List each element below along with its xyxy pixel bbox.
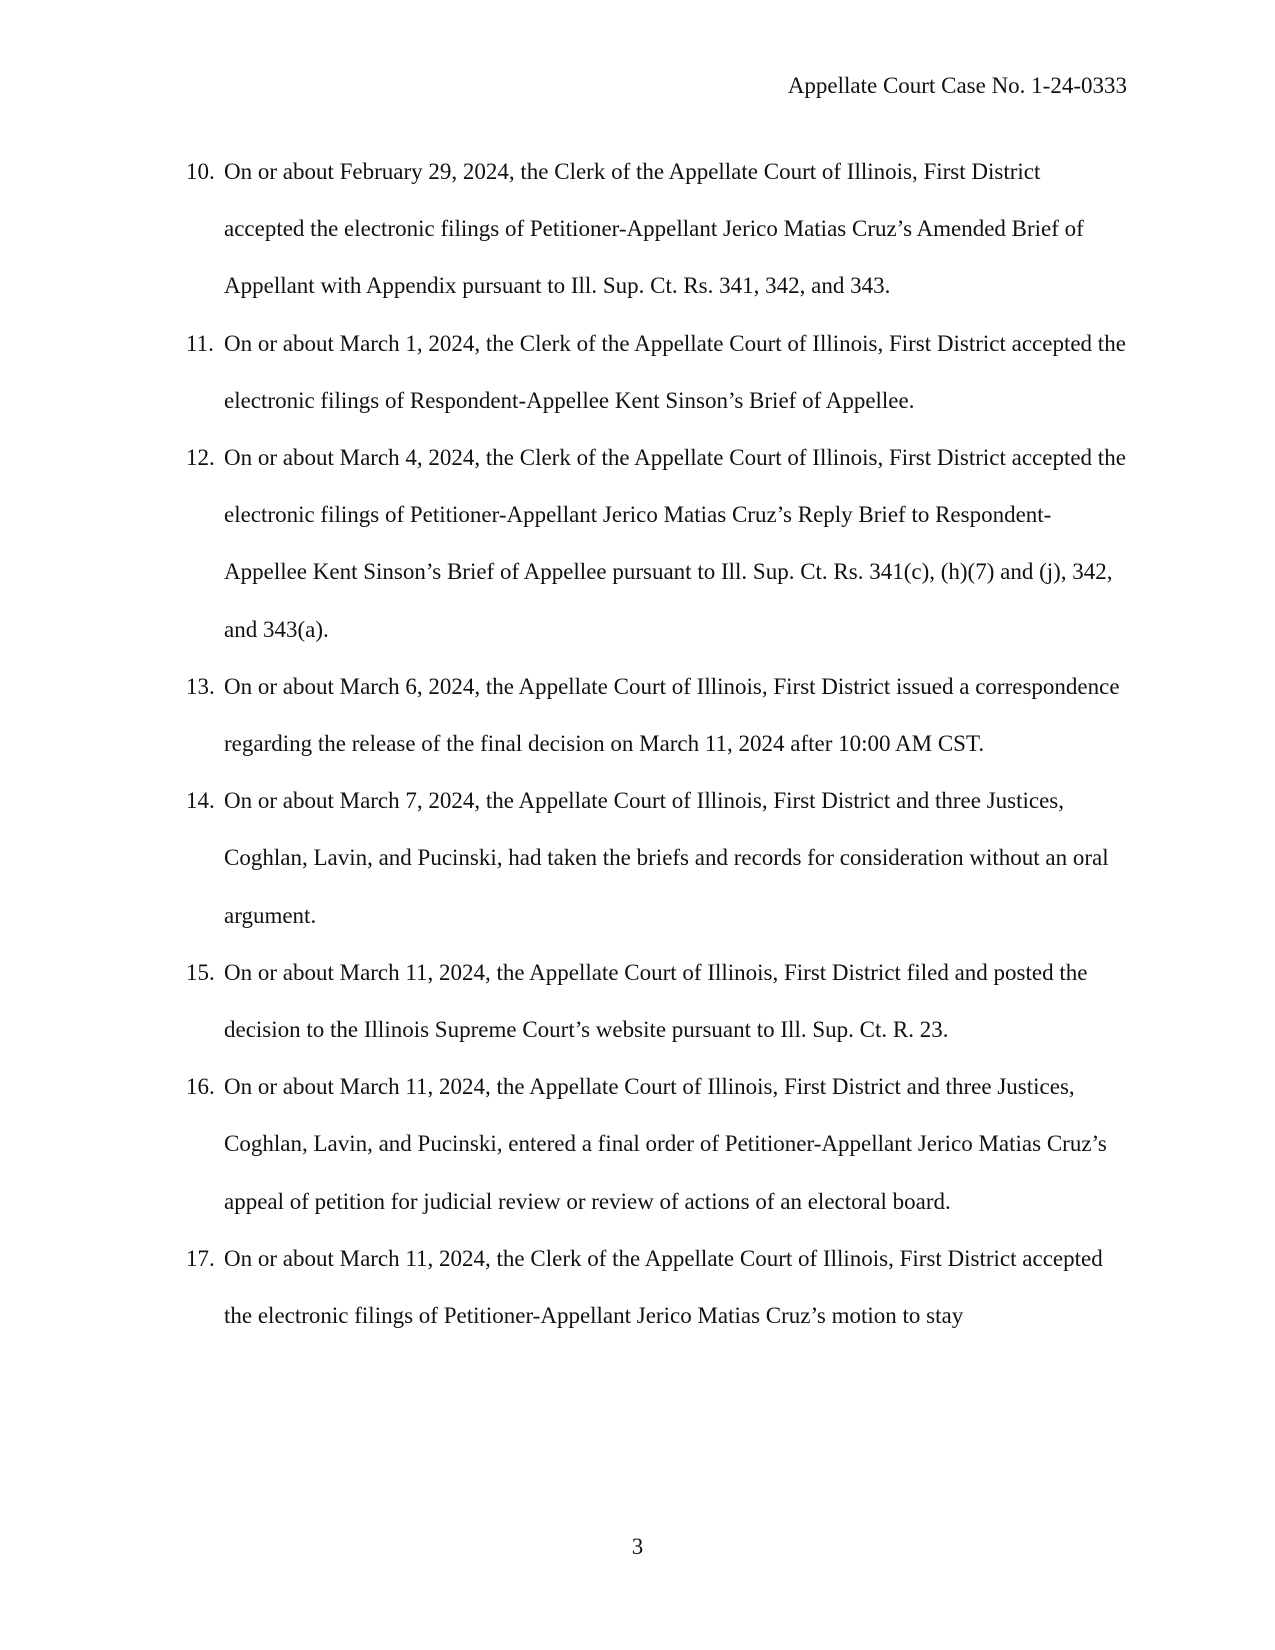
paragraph-number: 14. <box>186 788 215 814</box>
paragraph-item <box>186 1058 1126 1230</box>
paragraph-text: On or about March 6, 2024, the Appellate Court of Illinois, First District issued a correspondence regarding the release of the final decision on March 11, 2024 after 10:00 AM CST. <box>224 673 1120 757</box>
paragraph-item <box>186 1230 1126 1344</box>
paragraph-text: On or about March 7, 2024, the Appellate Court of Illinois, First District and three Justices, Coghlan, Lavin, and Pucinski, had taken the briefs and records for consideration without an oral argument. <box>224 788 1109 928</box>
paragraph-item <box>186 143 1126 315</box>
paragraph-number: 13. <box>186 673 215 699</box>
paragraph-item <box>186 429 1126 658</box>
page-number: 3 <box>631 1534 644 1559</box>
paragraph-number: 10. <box>186 159 215 184</box>
paragraph-item <box>186 772 1126 944</box>
numbered-paragraph-list <box>186 143 1126 1344</box>
paragraph-item <box>186 658 1126 772</box>
paragraph-number: 15. <box>186 959 215 985</box>
case-number-header: Appellate Court Case No. 1-24-0333 <box>787 73 1127 98</box>
paragraph-text: On or about February 29, 2024, the Clerk of the Appellate Court of Illinois, First District accepted the electronic filings of Petitioner-Appellant Jerico Matias Cruz’s Amended Brief of Appellant with Appendix pursuant to Ill. Sup. Ct. Rs. 341, 342, and 343. <box>224 159 1084 299</box>
paragraph-number: 11. <box>186 330 214 356</box>
paragraph-number: 17. <box>186 1245 215 1271</box>
paragraph-number: 12. <box>186 445 215 471</box>
paragraph-text: On or about March 11, 2024, the Appellate Court of Illinois, First District and three Justices, Coghlan, Lavin, and Pucinski, entered a final order of Petitioner-Appellant Jerico Matias Cruz’s appeal of petition for judicial review or review of actions of an electoral board. <box>224 1074 1107 1214</box>
paragraph-text: On or about March 11, 2024, the Appellate Court of Illinois, First District filed and posted the decision to the Illinois Supreme Court’s website pursuant to Ill. Sup. Ct. R. 23. <box>224 959 1088 1043</box>
paragraph-text: On or about March 11, 2024, the Clerk of the Appellate Court of Illinois, First District accepted the electronic filings of Petitioner-Appellant Jerico Matias Cruz’s motion to stay <box>224 1245 1103 1329</box>
paragraph-number: 16. <box>186 1074 215 1100</box>
paragraph-text: On or about March 1, 2024, the Clerk of the Appellate Court of Illinois, First District accepted the electronic filings of Respondent-Appellee Kent Sinson’s Brief of Appellee. <box>224 330 1126 413</box>
paragraph-item <box>186 315 1126 429</box>
paragraph-text: On or about March 4, 2024, the Clerk of the Appellate Court of Illinois, First District accepted the electronic filings of Petitioner-Appellant Jerico Matias Cruz’s Reply Brief to Respondent-Appellee Kent Sinson’s Brief of Appellee pursuant to Ill. Sup. Ct. Rs. 341(c), (h)(7) and (j), 342, and 343(a). <box>224 445 1126 642</box>
paragraph-item <box>186 944 1126 1058</box>
